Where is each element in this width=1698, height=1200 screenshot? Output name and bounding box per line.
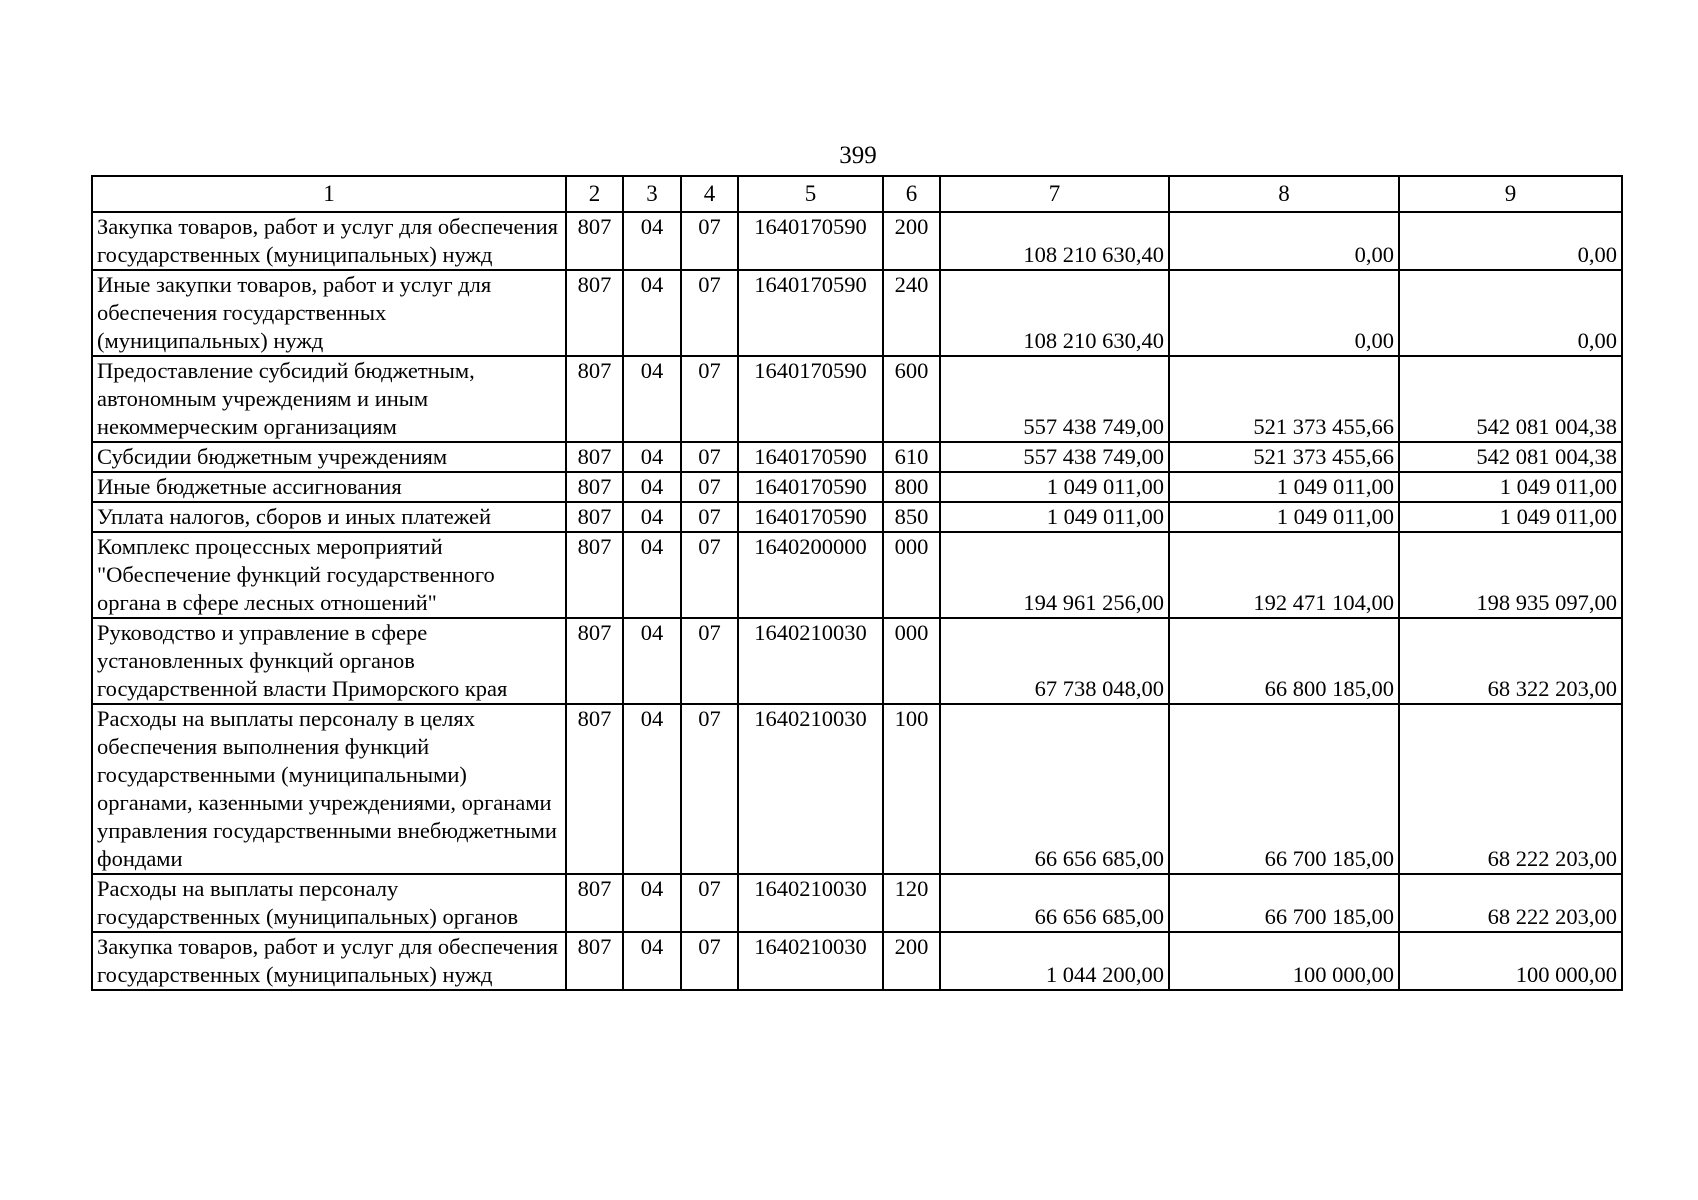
section-cell: 04 bbox=[623, 442, 681, 472]
admin-code-cell: 807 bbox=[566, 356, 623, 442]
amount-col9-cell: 68 222 203,00 bbox=[1399, 704, 1622, 874]
expense-type-cell: 000 bbox=[883, 618, 940, 704]
subsection-cell: 07 bbox=[681, 356, 738, 442]
column-header: 9 bbox=[1399, 176, 1622, 212]
target-article-cell: 1640170590 bbox=[738, 442, 883, 472]
subsection-cell: 07 bbox=[681, 212, 738, 270]
section-cell: 04 bbox=[623, 356, 681, 442]
row-name-cell: Субсидии бюджетным учреждениям bbox=[92, 442, 566, 472]
admin-code-cell: 807 bbox=[566, 618, 623, 704]
section-cell: 04 bbox=[623, 874, 681, 932]
amount-col7-cell: 1 044 200,00 bbox=[940, 932, 1169, 990]
amount-col8-cell: 66 700 185,00 bbox=[1169, 874, 1399, 932]
amount-col8-cell: 0,00 bbox=[1169, 270, 1399, 356]
target-article-cell: 1640170590 bbox=[738, 356, 883, 442]
amount-col8-cell: 521 373 455,66 bbox=[1169, 356, 1399, 442]
subsection-cell: 07 bbox=[681, 442, 738, 472]
subsection-cell: 07 bbox=[681, 270, 738, 356]
section-cell: 04 bbox=[623, 502, 681, 532]
column-header: 8 bbox=[1169, 176, 1399, 212]
row-name-cell: Комплекс процессных мероприятий "Обеспечение функций государственного органа в сфере лесных отношений" bbox=[92, 532, 566, 618]
subsection-cell: 07 bbox=[681, 502, 738, 532]
amount-col7-cell: 1 049 011,00 bbox=[940, 472, 1169, 502]
table-row bbox=[92, 618, 1622, 704]
expense-type-cell: 100 bbox=[883, 704, 940, 874]
table-row bbox=[92, 502, 1622, 532]
table-row bbox=[92, 704, 1622, 874]
amount-col8-cell: 0,00 bbox=[1169, 212, 1399, 270]
admin-code-cell: 807 bbox=[566, 502, 623, 532]
admin-code-cell: 807 bbox=[566, 270, 623, 356]
amount-col7-cell: 66 656 685,00 bbox=[940, 704, 1169, 874]
admin-code-cell: 807 bbox=[566, 442, 623, 472]
expense-type-cell: 240 bbox=[883, 270, 940, 356]
expense-type-cell: 850 bbox=[883, 502, 940, 532]
amount-col7-cell: 108 210 630,40 bbox=[940, 270, 1169, 356]
expense-type-cell: 000 bbox=[883, 532, 940, 618]
expense-type-cell: 120 bbox=[883, 874, 940, 932]
target-article-cell: 1640170590 bbox=[738, 212, 883, 270]
amount-col8-cell: 66 700 185,00 bbox=[1169, 704, 1399, 874]
amount-col7-cell: 1 049 011,00 bbox=[940, 502, 1169, 532]
admin-code-cell: 807 bbox=[566, 532, 623, 618]
amount-col9-cell: 0,00 bbox=[1399, 212, 1622, 270]
target-article-cell: 1640210030 bbox=[738, 932, 883, 990]
amount-col9-cell: 100 000,00 bbox=[1399, 932, 1622, 990]
table-row bbox=[92, 472, 1622, 502]
expense-type-cell: 200 bbox=[883, 212, 940, 270]
subsection-cell: 07 bbox=[681, 704, 738, 874]
expense-type-cell: 800 bbox=[883, 472, 940, 502]
row-name-cell: Закупка товаров, работ и услуг для обеспечения государственных (муниципальных) нужд bbox=[92, 932, 566, 990]
column-header: 4 bbox=[681, 176, 738, 212]
table-row bbox=[92, 270, 1622, 356]
amount-col9-cell: 1 049 011,00 bbox=[1399, 472, 1622, 502]
amount-col9-cell: 68 322 203,00 bbox=[1399, 618, 1622, 704]
target-article-cell: 1640210030 bbox=[738, 704, 883, 874]
admin-code-cell: 807 bbox=[566, 212, 623, 270]
amount-col9-cell: 542 081 004,38 bbox=[1399, 356, 1622, 442]
section-cell: 04 bbox=[623, 212, 681, 270]
amount-col9-cell: 0,00 bbox=[1399, 270, 1622, 356]
table-body bbox=[92, 212, 1622, 990]
row-name-cell: Иные бюджетные ассигнования bbox=[92, 472, 566, 502]
section-cell: 04 bbox=[623, 704, 681, 874]
budget-table bbox=[91, 175, 1623, 991]
section-cell: 04 bbox=[623, 618, 681, 704]
section-cell: 04 bbox=[623, 532, 681, 618]
table-row bbox=[92, 212, 1622, 270]
amount-col9-cell: 542 081 004,38 bbox=[1399, 442, 1622, 472]
amount-col7-cell: 66 656 685,00 bbox=[940, 874, 1169, 932]
subsection-cell: 07 bbox=[681, 932, 738, 990]
row-name-cell: Расходы на выплаты персоналу в целях обеспечения выполнения функций государственными (муниципальными) органами, казенными учреждениями, органами управления государственными внебюджетными фондами bbox=[92, 704, 566, 874]
column-header: 6 bbox=[883, 176, 940, 212]
row-name-cell: Руководство и управление в сфере установленных функций органов государственной власти Приморского края bbox=[92, 618, 566, 704]
expense-type-cell: 200 bbox=[883, 932, 940, 990]
admin-code-cell: 807 bbox=[566, 874, 623, 932]
row-name-cell: Иные закупки товаров, работ и услуг для обеспечения государственных (муниципальных) нужд bbox=[92, 270, 566, 356]
column-header: 7 bbox=[940, 176, 1169, 212]
amount-col7-cell: 67 738 048,00 bbox=[940, 618, 1169, 704]
admin-code-cell: 807 bbox=[566, 932, 623, 990]
amount-col7-cell: 557 438 749,00 bbox=[940, 356, 1169, 442]
amount-col9-cell: 68 222 203,00 bbox=[1399, 874, 1622, 932]
section-cell: 04 bbox=[623, 270, 681, 356]
section-cell: 04 bbox=[623, 932, 681, 990]
amount-col8-cell: 1 049 011,00 bbox=[1169, 472, 1399, 502]
subsection-cell: 07 bbox=[681, 874, 738, 932]
admin-code-cell: 807 bbox=[566, 704, 623, 874]
subsection-cell: 07 bbox=[681, 532, 738, 618]
target-article-cell: 1640170590 bbox=[738, 472, 883, 502]
table-row bbox=[92, 874, 1622, 932]
table-row bbox=[92, 932, 1622, 990]
column-header: 2 bbox=[566, 176, 623, 212]
amount-col9-cell: 1 049 011,00 bbox=[1399, 502, 1622, 532]
target-article-cell: 1640170590 bbox=[738, 502, 883, 532]
header-row bbox=[92, 176, 1622, 212]
amount-col7-cell: 108 210 630,40 bbox=[940, 212, 1169, 270]
amount-col8-cell: 66 800 185,00 bbox=[1169, 618, 1399, 704]
page-number: 399 bbox=[839, 142, 877, 169]
amount-col7-cell: 194 961 256,00 bbox=[940, 532, 1169, 618]
amount-col7-cell: 557 438 749,00 bbox=[940, 442, 1169, 472]
target-article-cell: 1640170590 bbox=[738, 270, 883, 356]
subsection-cell: 07 bbox=[681, 618, 738, 704]
amount-col9-cell: 198 935 097,00 bbox=[1399, 532, 1622, 618]
expense-type-cell: 610 bbox=[883, 442, 940, 472]
expense-type-cell: 600 bbox=[883, 356, 940, 442]
subsection-cell: 07 bbox=[681, 472, 738, 502]
section-cell: 04 bbox=[623, 472, 681, 502]
target-article-cell: 1640200000 bbox=[738, 532, 883, 618]
row-name-cell: Закупка товаров, работ и услуг для обеспечения государственных (муниципальных) нужд bbox=[92, 212, 566, 270]
admin-code-cell: 807 bbox=[566, 472, 623, 502]
column-header: 1 bbox=[92, 176, 566, 212]
table-row bbox=[92, 532, 1622, 618]
target-article-cell: 1640210030 bbox=[738, 618, 883, 704]
row-name-cell: Уплата налогов, сборов и иных платежей bbox=[92, 502, 566, 532]
table-row bbox=[92, 356, 1622, 442]
column-header: 3 bbox=[623, 176, 681, 212]
column-header: 5 bbox=[738, 176, 883, 212]
target-article-cell: 1640210030 bbox=[738, 874, 883, 932]
amount-col8-cell: 521 373 455,66 bbox=[1169, 442, 1399, 472]
amount-col8-cell: 192 471 104,00 bbox=[1169, 532, 1399, 618]
table-row bbox=[92, 442, 1622, 472]
amount-col8-cell: 1 049 011,00 bbox=[1169, 502, 1399, 532]
row-name-cell: Расходы на выплаты персоналу государственных (муниципальных) органов bbox=[92, 874, 566, 932]
amount-col8-cell: 100 000,00 bbox=[1169, 932, 1399, 990]
row-name-cell: Предоставление субсидий бюджетным, автономным учреждениям и иным некоммерческим организациям bbox=[92, 356, 566, 442]
